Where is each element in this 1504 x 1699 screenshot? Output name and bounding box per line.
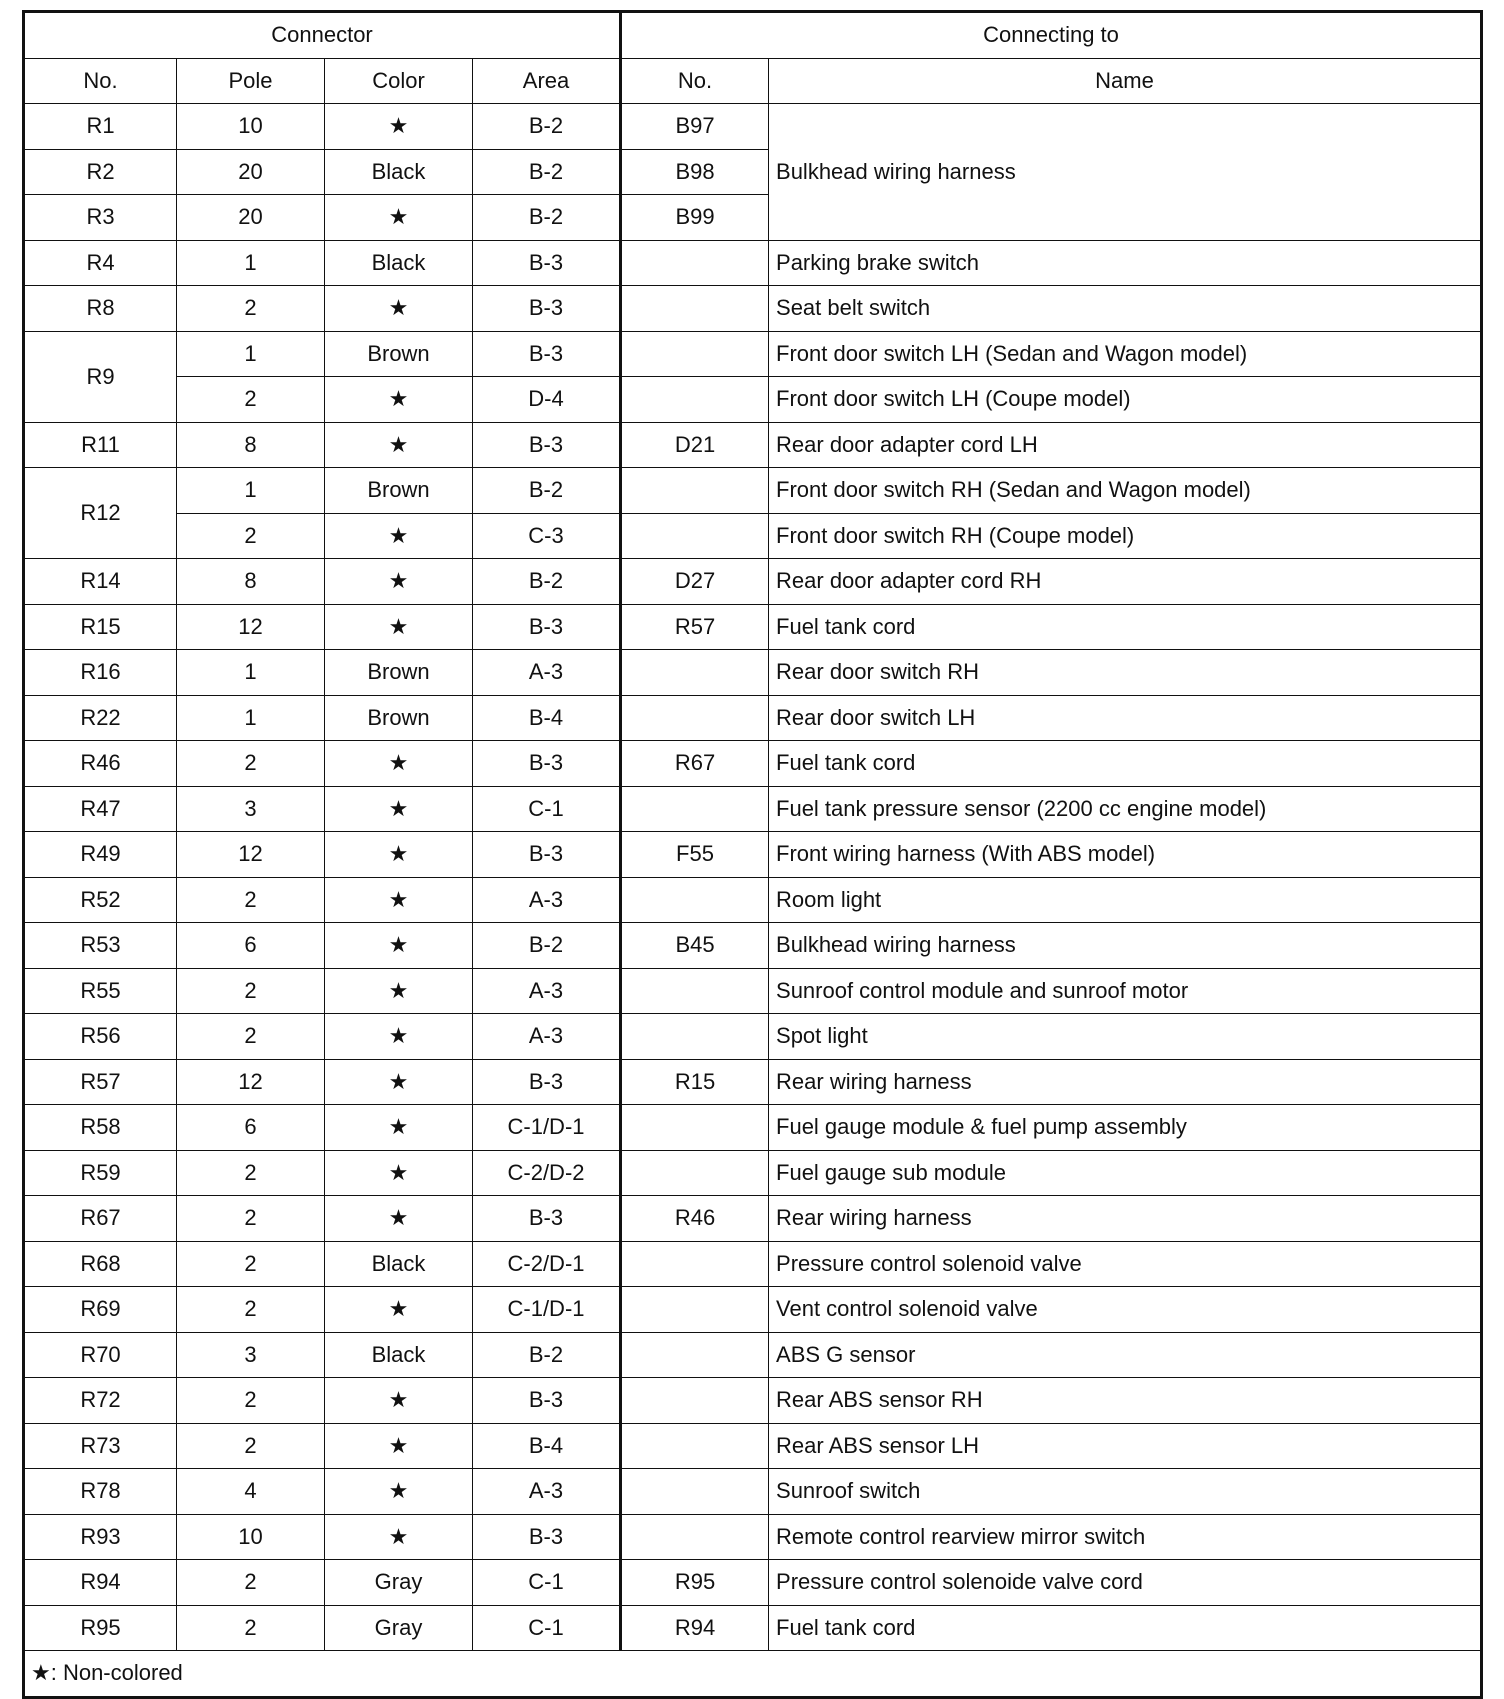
cell-pole: 2 (177, 1014, 325, 1060)
cell-area: B-3 (473, 1514, 621, 1560)
cell-no: R57 (24, 1059, 177, 1105)
cell-color: Brown (325, 650, 473, 696)
cell-conn-no (621, 331, 769, 377)
cell-color: ★ (325, 1287, 473, 1333)
cell-color: ★ (325, 1059, 473, 1105)
cell-name: Fuel tank cord (769, 1605, 1482, 1651)
cell-pole: 2 (177, 1423, 325, 1469)
cell-pole: 1 (177, 240, 325, 286)
cell-pole: 6 (177, 1105, 325, 1151)
cell-name: Seat belt switch (769, 286, 1482, 332)
cell-conn-no (621, 968, 769, 1014)
cell-no: R56 (24, 1014, 177, 1060)
cell-conn-no (621, 1378, 769, 1424)
cell-name: Parking brake switch (769, 240, 1482, 286)
cell-pole: 12 (177, 1059, 325, 1105)
col-header-name: Name (769, 58, 1482, 104)
cell-color: Black (325, 1241, 473, 1287)
cell-area: C-1/D-1 (473, 1287, 621, 1333)
cell-pole: 2 (177, 377, 325, 423)
cell-color: ★ (325, 786, 473, 832)
cell-name: Fuel tank cord (769, 741, 1482, 787)
cell-color: ★ (325, 286, 473, 332)
cell-color: ★ (325, 513, 473, 559)
cell-no: R16 (24, 650, 177, 696)
cell-name: Rear door adapter cord LH (769, 422, 1482, 468)
cell-pole: 2 (177, 1196, 325, 1242)
cell-color: Black (325, 149, 473, 195)
cell-pole: 8 (177, 422, 325, 468)
cell-area: B-3 (473, 1378, 621, 1424)
table-row (24, 1196, 1482, 1242)
cell-name: Bulkhead wiring harness (769, 923, 1482, 969)
cell-no: R22 (24, 695, 177, 741)
cell-area: A-3 (473, 1014, 621, 1060)
cell-color: Brown (325, 331, 473, 377)
cell-conn-no: B99 (621, 195, 769, 241)
cell-conn-no: R94 (621, 1605, 769, 1651)
table-row (24, 1014, 1482, 1060)
cell-name: Rear wiring harness (769, 1196, 1482, 1242)
table-row (24, 968, 1482, 1014)
cell-name: Remote control rearview mirror switch (769, 1514, 1482, 1560)
cell-pole: 2 (177, 1605, 325, 1651)
cell-pole: 1 (177, 650, 325, 696)
cell-no: R46 (24, 741, 177, 787)
cell-color: ★ (325, 877, 473, 923)
cell-no: R2 (24, 149, 177, 195)
cell-pole: 10 (177, 1514, 325, 1560)
cell-conn-no (621, 695, 769, 741)
cell-area: B-2 (473, 923, 621, 969)
cell-color: Brown (325, 695, 473, 741)
cell-name: Rear ABS sensor RH (769, 1378, 1482, 1424)
cell-area: B-2 (473, 468, 621, 514)
cell-conn-no (621, 1241, 769, 1287)
cell-no: R47 (24, 786, 177, 832)
cell-area: A-3 (473, 968, 621, 1014)
cell-name: Fuel gauge sub module (769, 1150, 1482, 1196)
cell-name: Fuel tank cord (769, 604, 1482, 650)
column-header-row (24, 58, 1482, 104)
cell-conn-no: R46 (621, 1196, 769, 1242)
cell-name: Spot light (769, 1014, 1482, 1060)
table-row (24, 559, 1482, 605)
cell-no: R49 (24, 832, 177, 878)
cell-no: R4 (24, 240, 177, 286)
table-row (24, 1605, 1482, 1651)
cell-area: B-3 (473, 604, 621, 650)
cell-no: R3 (24, 195, 177, 241)
cell-no: R69 (24, 1287, 177, 1333)
table-row (24, 513, 1482, 559)
cell-pole: 2 (177, 1287, 325, 1333)
cell-conn-no (621, 1287, 769, 1333)
cell-conn-no: R15 (621, 1059, 769, 1105)
table-row (24, 650, 1482, 696)
cell-pole: 6 (177, 923, 325, 969)
cell-pole: 2 (177, 1378, 325, 1424)
cell-conn-no (621, 1105, 769, 1151)
cell-pole: 2 (177, 741, 325, 787)
cell-no: R11 (24, 422, 177, 468)
table-row (24, 1287, 1482, 1333)
cell-area: C-1 (473, 1560, 621, 1606)
cell-conn-no (621, 1469, 769, 1515)
cell-no: R67 (24, 1196, 177, 1242)
cell-no: R70 (24, 1332, 177, 1378)
cell-name: ABS G sensor (769, 1332, 1482, 1378)
cell-name: Fuel tank pressure sensor (2200 cc engine model) (769, 786, 1482, 832)
cell-pole: 20 (177, 149, 325, 195)
cell-no: R68 (24, 1241, 177, 1287)
cell-color: ★ (325, 195, 473, 241)
table-row (24, 468, 1482, 514)
cell-area: A-3 (473, 650, 621, 696)
cell-pole: 1 (177, 331, 325, 377)
cell-name: Front door switch RH (Coupe model) (769, 513, 1482, 559)
cell-pole: 2 (177, 1150, 325, 1196)
cell-area: B-4 (473, 1423, 621, 1469)
cell-conn-no (621, 240, 769, 286)
cell-no: R94 (24, 1560, 177, 1606)
table-row (24, 1059, 1482, 1105)
cell-conn-no (621, 1150, 769, 1196)
table-row (24, 695, 1482, 741)
cell-pole: 3 (177, 1332, 325, 1378)
table-row (24, 286, 1482, 332)
connecting-to-group-header: Connecting to (621, 12, 1482, 59)
cell-area: B-3 (473, 240, 621, 286)
table-row (24, 240, 1482, 286)
cell-area: B-2 (473, 1332, 621, 1378)
cell-color: ★ (325, 104, 473, 150)
cell-color: ★ (325, 1514, 473, 1560)
cell-pole: 3 (177, 786, 325, 832)
table-row (24, 1241, 1482, 1287)
cell-no: R1 (24, 104, 177, 150)
cell-area: B-3 (473, 422, 621, 468)
cell-color: ★ (325, 604, 473, 650)
cell-color: ★ (325, 422, 473, 468)
cell-conn-no (621, 877, 769, 923)
cell-area: B-4 (473, 695, 621, 741)
cell-color: ★ (325, 1378, 473, 1424)
cell-area: C-2/D-2 (473, 1150, 621, 1196)
cell-area: B-3 (473, 1059, 621, 1105)
cell-conn-no: R57 (621, 604, 769, 650)
cell-pole: 4 (177, 1469, 325, 1515)
cell-pole: 12 (177, 604, 325, 650)
cell-pole: 2 (177, 513, 325, 559)
table-row (24, 1378, 1482, 1424)
cell-color: Black (325, 240, 473, 286)
col-header-color: Color (325, 58, 473, 104)
cell-conn-no: B98 (621, 149, 769, 195)
col-header-area: Area (473, 58, 621, 104)
cell-color: Brown (325, 468, 473, 514)
table-row (24, 832, 1482, 878)
cell-conn-no: R67 (621, 741, 769, 787)
table-row (24, 1332, 1482, 1378)
cell-area: B-3 (473, 832, 621, 878)
cell-area: D-4 (473, 377, 621, 423)
cell-pole: 2 (177, 286, 325, 332)
connector-table (22, 10, 1483, 1699)
cell-name: Front door switch LH (Sedan and Wagon model) (769, 331, 1482, 377)
cell-area: B-3 (473, 1196, 621, 1242)
cell-no: R8 (24, 286, 177, 332)
cell-conn-no (621, 650, 769, 696)
cell-conn-no (621, 1514, 769, 1560)
table-row (24, 1469, 1482, 1515)
table-row (24, 331, 1482, 377)
cell-no: R53 (24, 923, 177, 969)
cell-name: Sunroof control module and sunroof motor (769, 968, 1482, 1014)
cell-name: Rear door adapter cord RH (769, 559, 1482, 605)
cell-color: Black (325, 1332, 473, 1378)
cell-conn-no: B97 (621, 104, 769, 150)
cell-name: Sunroof switch (769, 1469, 1482, 1515)
cell-no: R73 (24, 1423, 177, 1469)
col-header-no: No. (24, 58, 177, 104)
table-row (24, 104, 1482, 150)
cell-name: Front door switch LH (Coupe model) (769, 377, 1482, 423)
cell-no: R14 (24, 559, 177, 605)
table-row (24, 1514, 1482, 1560)
table-row (24, 1560, 1482, 1606)
cell-name: Rear door switch LH (769, 695, 1482, 741)
cell-color: ★ (325, 1014, 473, 1060)
table-body (24, 104, 1482, 1651)
cell-pole: 2 (177, 877, 325, 923)
cell-color: ★ (325, 923, 473, 969)
cell-name: Vent control solenoid valve (769, 1287, 1482, 1333)
cell-conn-no: F55 (621, 832, 769, 878)
cell-conn-no: D27 (621, 559, 769, 605)
cell-conn-no (621, 377, 769, 423)
cell-color: Gray (325, 1605, 473, 1651)
cell-area: C-3 (473, 513, 621, 559)
cell-no: R12 (24, 468, 177, 559)
cell-conn-no: R95 (621, 1560, 769, 1606)
table-row (24, 786, 1482, 832)
col-header-conn-no: No. (621, 58, 769, 104)
cell-color: ★ (325, 1196, 473, 1242)
cell-no: R15 (24, 604, 177, 650)
cell-area: B-3 (473, 286, 621, 332)
cell-no: R72 (24, 1378, 177, 1424)
cell-pole: 1 (177, 695, 325, 741)
cell-color: ★ (325, 1150, 473, 1196)
cell-name: Front door switch RH (Sedan and Wagon model) (769, 468, 1482, 514)
cell-no: R58 (24, 1105, 177, 1151)
cell-name: Room light (769, 877, 1482, 923)
cell-name: Fuel gauge module & fuel pump assembly (769, 1105, 1482, 1151)
cell-name: Rear wiring harness (769, 1059, 1482, 1105)
table-row (24, 923, 1482, 969)
cell-color: ★ (325, 968, 473, 1014)
cell-name: Rear door switch RH (769, 650, 1482, 696)
footnote-row (24, 1651, 1482, 1698)
cell-conn-no (621, 468, 769, 514)
cell-pole: 2 (177, 1241, 325, 1287)
wiring-connector-page (22, 10, 1480, 1699)
cell-conn-no (621, 513, 769, 559)
cell-area: B-3 (473, 741, 621, 787)
cell-area: A-3 (473, 1469, 621, 1515)
cell-no: R59 (24, 1150, 177, 1196)
cell-pole: 8 (177, 559, 325, 605)
cell-pole: 2 (177, 1560, 325, 1606)
table-row (24, 422, 1482, 468)
cell-color: ★ (325, 1469, 473, 1515)
cell-color: ★ (325, 1423, 473, 1469)
cell-conn-no (621, 286, 769, 332)
cell-area: B-2 (473, 559, 621, 605)
cell-no: R55 (24, 968, 177, 1014)
cell-conn-no (621, 786, 769, 832)
cell-color: Gray (325, 1560, 473, 1606)
cell-name: Pressure control solenoide valve cord (769, 1560, 1482, 1606)
table-row (24, 377, 1482, 423)
col-header-pole: Pole (177, 58, 325, 104)
table-row (24, 877, 1482, 923)
cell-name: Pressure control solenoid valve (769, 1241, 1482, 1287)
cell-conn-no (621, 1014, 769, 1060)
cell-no: R9 (24, 331, 177, 422)
cell-area: B-3 (473, 331, 621, 377)
cell-conn-no: B45 (621, 923, 769, 969)
cell-area: C-1 (473, 786, 621, 832)
cell-area: C-1/D-1 (473, 1105, 621, 1151)
table-row (24, 1423, 1482, 1469)
cell-pole: 12 (177, 832, 325, 878)
cell-area: C-2/D-1 (473, 1241, 621, 1287)
group-header-row (24, 12, 1482, 59)
cell-color: ★ (325, 832, 473, 878)
cell-name: Rear ABS sensor LH (769, 1423, 1482, 1469)
cell-area: B-2 (473, 195, 621, 241)
connector-group-header: Connector (24, 12, 621, 59)
cell-pole: 10 (177, 104, 325, 150)
footnote: ★: Non-colored (24, 1651, 1482, 1698)
cell-color: ★ (325, 559, 473, 605)
cell-no: R93 (24, 1514, 177, 1560)
cell-color: ★ (325, 1105, 473, 1151)
cell-conn-no (621, 1423, 769, 1469)
cell-area: C-1 (473, 1605, 621, 1651)
cell-pole: 2 (177, 968, 325, 1014)
cell-area: B-2 (473, 149, 621, 195)
cell-pole: 20 (177, 195, 325, 241)
cell-conn-no (621, 1332, 769, 1378)
cell-no: R95 (24, 1605, 177, 1651)
cell-conn-no: D21 (621, 422, 769, 468)
table-row (24, 1105, 1482, 1151)
table-row (24, 604, 1482, 650)
cell-area: A-3 (473, 877, 621, 923)
cell-color: ★ (325, 741, 473, 787)
cell-no: R78 (24, 1469, 177, 1515)
cell-area: B-2 (473, 104, 621, 150)
cell-pole: 1 (177, 468, 325, 514)
cell-no: R52 (24, 877, 177, 923)
cell-name: Front wiring harness (With ABS model) (769, 832, 1482, 878)
table-row (24, 741, 1482, 787)
cell-name: Bulkhead wiring harness (769, 104, 1482, 241)
cell-color: ★ (325, 377, 473, 423)
table-row (24, 1150, 1482, 1196)
